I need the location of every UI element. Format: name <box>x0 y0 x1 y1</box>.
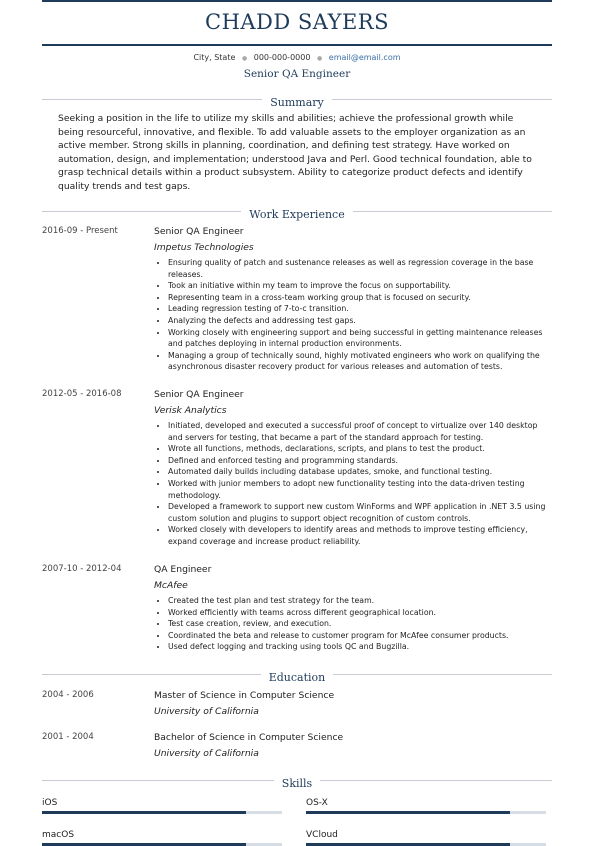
list-item: • Managing a group of technically sound, highly motivated engineers who work on qualifying the asynchronous disaster recovery product for various releases and automation of tests. <box>168 350 552 373</box>
entry-bullets <box>154 257 552 373</box>
candidate-name: CHADD SAYERS <box>205 10 389 34</box>
email-link[interactable]: email@email.com <box>328 53 401 62</box>
job-title: Senior QA Engineer <box>243 68 351 80</box>
section-title: Summary <box>262 96 332 109</box>
section-title: Work Experience <box>241 208 352 221</box>
entry-role: Senior QA Engineer <box>154 226 244 237</box>
skill-name: OS-X <box>306 798 328 808</box>
list-item: • Analyzing the defects and addressing test gaps. <box>168 315 552 327</box>
list-item: • Working closely with engineering support and being successful in getting maintenance releases and patches deploying in internal production environments. <box>168 327 552 350</box>
list-item: • Representing team in a cross-team working group that is focused on security. <box>168 292 552 304</box>
education-heading <box>42 666 552 682</box>
contact-line <box>0 53 594 62</box>
skill-meter-fill <box>306 811 510 814</box>
location-text: City, State <box>193 53 236 62</box>
summary-heading <box>42 91 552 107</box>
entry-degree: Bachelor of Science in Computer Science <box>154 732 344 743</box>
experience-heading <box>42 203 552 219</box>
entry-dates: 2001 - 2004 <box>42 732 94 742</box>
skill-meter <box>306 811 546 814</box>
entry-dates: 2004 - 2006 <box>42 690 94 700</box>
skills-heading <box>42 772 552 788</box>
entry-dates: 2016-09 - Present <box>42 226 118 236</box>
skill-item <box>42 830 282 846</box>
skill-name: macOS <box>42 830 75 840</box>
list-item: • Coordinated the beta and release to customer program for McAfee consumer products. <box>168 630 552 642</box>
entry-company: Impetus Technologies <box>154 242 254 253</box>
entry-dates: 2012-05 - 2016-08 <box>42 389 122 399</box>
list-item: • Automated daily builds including database updates, smoke, and functional testing. <box>168 466 552 478</box>
list-item: • Worked closely with developers to identify areas and methods to improve testing efficiency, expand coverage and increase product reliability. <box>168 524 552 547</box>
list-item: • Worked with junior members to adopt new functionality testing into the data-driven testing methodology. <box>168 478 552 501</box>
name-underline <box>42 44 552 46</box>
entry-dates: 2007-10 - 2012-04 <box>42 564 122 574</box>
section-title: Skills <box>274 777 320 790</box>
skill-meter <box>42 811 282 814</box>
separator-dot-icon: ● <box>316 55 323 62</box>
list-item: • Worked efficiently with teams across different geographical location. <box>168 607 552 619</box>
list-item: • Test case creation, review, and execution. <box>168 618 552 630</box>
list-item: • Wrote all functions, methods, declarations, scripts, and plans to test the product. <box>168 443 552 455</box>
list-item: • Created the test plan and test strategy for the team. <box>168 595 552 607</box>
skill-name: iOS <box>42 798 58 808</box>
list-item: • Used defect logging and tracking using tools QC and Bugzilla. <box>168 641 552 653</box>
entry-bullets <box>154 420 552 548</box>
entry-bullets <box>154 595 552 653</box>
list-item: • Took an initiative within my team to improve the focus on supportability. <box>168 280 552 292</box>
skill-name: VCloud <box>306 830 338 840</box>
skill-item <box>42 798 282 814</box>
entry-school: University of California <box>154 748 259 759</box>
entry-school: University of California <box>154 706 259 717</box>
entry-role: Senior QA Engineer <box>154 389 244 400</box>
entry-company: Verisk Analytics <box>154 405 227 416</box>
phone-text: 000-000-0000 <box>253 53 311 62</box>
skill-item <box>306 798 546 814</box>
entry-role: QA Engineer <box>154 564 212 575</box>
entry-degree: Master of Science in Computer Science <box>154 690 335 701</box>
entry-company: McAfee <box>154 580 188 591</box>
list-item: • Developed a framework to support new custom WinForms and WPF application in .NET 3.5 using custom solution and plugins to support object recognition of custom controls. <box>168 501 552 524</box>
skill-meter-fill <box>42 811 246 814</box>
skill-item <box>306 830 546 846</box>
top-rule <box>42 0 552 2</box>
summary-text: Seeking a position in the life to utilize my skills and abilities; achieve the professional growth while being resourceful, innovative, and flexible. To add valuable assets to the employer organization as an active member. Strong skills in planning, coordination, and defining test strategy. Have worked on automation, design, and implementation; understood Java and Perl. Good technical foundation, able to grasp technical details within a product subsystem. Ability to categorize product defects and identify quality trends and test gaps. <box>58 113 532 192</box>
list-item: • Leading regression testing of 7-to-c transition. <box>168 303 552 315</box>
list-item: • Ensuring quality of patch and sustenance releases as well as regression coverage in the base releases. <box>168 257 552 280</box>
separator-dot-icon: ● <box>241 55 248 62</box>
list-item: • Defined and enforced testing and programming standards. <box>168 455 552 467</box>
list-item: • Initiated, developed and executed a successful proof of concept to virtualize over 140 desktop and servers for testing, that became a part of the standard approach for testing. <box>168 420 552 443</box>
section-title: Education <box>261 671 334 684</box>
